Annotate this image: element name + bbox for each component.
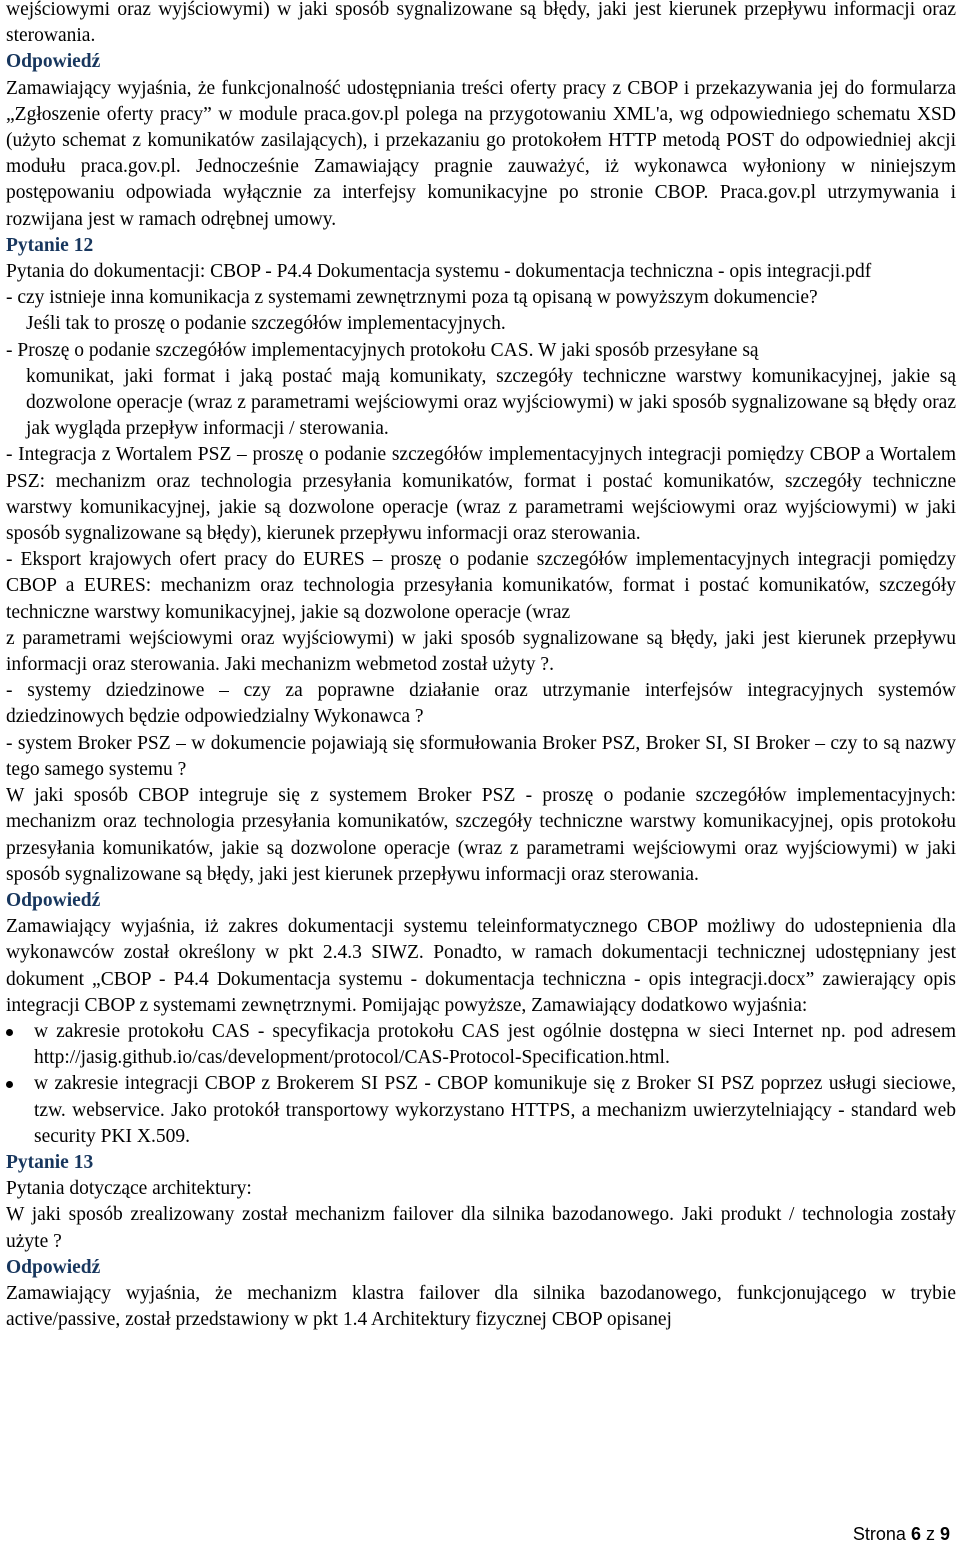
paragraph: - system Broker PSZ – w dokumencie pojawiają się sformułowania Broker PSZ, Broker SI, SI Broker – czy to są nazwy tego samego systemu ? — [6, 732, 956, 780]
section-heading: Odpowiedź — [6, 51, 101, 73]
paragraph: Jeśli tak to proszę o podanie szczegółów implementacyjnych. — [26, 313, 506, 335]
page-label: Strona — [852, 1524, 906, 1544]
paragraph: - systemy dziedzinowe – czy za poprawne działanie oraz utrzymanie interfejsów integracyjnych systemów dziedzinowych będzie odpowiedzialny Wykonawca ? — [6, 680, 956, 728]
page-footer — [853, 1524, 950, 1545]
bullet-text: w zakresie integracji CBOP z Brokerem SI PSZ - CBOP komunikuje się z Broker SI PSZ poprzez usługi sieciowe, tzw. webservice. Jako protokół transportowy wykorzystano HTTPS, a mechanizm uwierzytelniający - standard web security PKI X.509. — [34, 1073, 956, 1147]
page-total: 9 — [939, 1524, 950, 1544]
paragraph: Zamawiający wyjaśnia, że mechanizm klastra failover dla silnika bazodanowego, funkcjonującego w trybie active/passive, został przedstawiony w pkt 1.4 Architektury fizycznej CBOP opisanej — [6, 1282, 956, 1331]
paragraph: Pytania do dokumentacji: CBOP - P4.4 Dokumentacja systemu - dokumentacja techniczna - opis integracji.pdf — [6, 261, 872, 283]
bullet-text: w zakresie protokołu CAS - specyfikacja protokołu CAS jest ogólnie dostępna w sieci Internet np. pod adresem http://jasig.github.io/cas/development/protocol/CAS-Protocol-Specification.html. — [34, 1020, 956, 1069]
bullet-list — [6, 1019, 956, 1150]
bullet-item — [6, 1071, 956, 1150]
paragraph: komunikat, jaki format i jaką postać mają komunikaty, szczegóły techniczne warstwy komunikacyjnej, jakie są dozwolone operacje (wraz z parametrami wejściowymi oraz wyjściowymi) w jaki sposób sygnalizowane są błędy oraz jak wygląda przepływ informacji / sterowania. — [26, 365, 956, 440]
paragraph: Zamawiający wyjaśnia, iż zakres dokumentacji systemu teleinformatycznego CBOP możliwy do udostepnienia dla wykonawców został określony w pkt 2.4.3 SIWZ. Ponadto, w ramach dokumentacji technicznej udostępniany jest dokument „CBOP - P4.4 Dokumentacja systemu - dokumentacja techniczna - opis integracji.docx” zawierający opis integracji CBOP z systemami zewnętrznymi. Pomijając powyższe, Zamawiający dodatkowo wyjaśnia: — [6, 916, 956, 1016]
document-page — [6, 0, 956, 1333]
section-heading: Pytanie 13 — [6, 1151, 94, 1173]
page-current: 6 — [910, 1524, 921, 1544]
bullet-item — [6, 1019, 956, 1071]
paragraph: W jaki sposób zrealizowany został mechanizm failover dla silnika bazodanowego. Jaki produkt / technologia zostały użyte ? — [6, 1204, 956, 1252]
bullet-icon — [6, 1081, 13, 1088]
section-heading: Odpowiedź — [6, 1256, 101, 1278]
paragraph: - czy istnieje inna komunikacja z systemami zewnętrznymi poza tą opisaną w powyższym dokumencie? — [6, 287, 818, 309]
paragraph: - Eksport krajowych ofert pracy do EURES – proszę o podanie szczegółów implementacyjnych integracji pomiędzy CBOP a EURES: mechanizm oraz technologia przesyłania komunikatów, format i postać komunikatów, szczegóły techniczne warstwy komunikacyjnej, jakie są dozwolone operacje (wraz — [6, 549, 956, 623]
section-heading: Odpowiedź — [6, 889, 101, 911]
document-body-bottom — [6, 1150, 956, 1333]
page-separator: z — [925, 1524, 935, 1544]
paragraph: Pytania dotyczące architektury: — [6, 1178, 252, 1200]
paragraph: wejściowymi oraz wyjściowymi) w jaki sposób sygnalizowane są błędy, jaki jest kierunek przepływu informacji oraz sterowania. — [6, 0, 956, 47]
paragraph: - Integracja z Wortalem PSZ – proszę o podanie szczegółów implementacyjnych integracji pomiędzy CBOP a Wortalem PSZ: mechanizm oraz technologia przesyłania komunikatów, format i postać komunikatów, szczegóły techniczne warstwy komunikacyjnej, jakie są dozwolone operacje (wraz z parametrami wejściowymi oraz wyjściowymi) w jaki sposób sygnalizowane są błędy), kierunek przepływu informacji oraz sterowania. — [6, 444, 956, 545]
paragraph: - Proszę o podanie szczegółów implementacyjnych protokołu CAS. W jaki sposób przesyłane są — [6, 339, 759, 361]
paragraph: z parametrami wejściowymi oraz wyjściowymi) w jaki sposób sygnalizowane są błędy, jaki jest kierunek przepływu informacji oraz sterowania. Jaki mechanizm webmetod został użyty ?. — [6, 627, 956, 676]
bullet-icon — [6, 1029, 13, 1036]
paragraph: Zamawiający wyjaśnia, że funkcjonalność udostępniania treści oferty pracy z CBOP i przekazywania jej do formularza „Zgłoszenie oferty pracy” w module praca.gov.pl polega na przygotowaniu XML'a, wg odpowiedniego schematu XSD (użyto schemat z komunikatów zasilających), i przekazaniu go protokołem HTTP metodą POST do odpowiedniej akcji modułu praca.gov.pl. Jednocześnie Zamawiający pragnie zauważyć, iż wykonawca wyłoniony w niniejszym postępowaniu odpowiada wyłącznie za interfejsy komunikacyjne po stronie CBOP. Praca.gov.pl utrzymywania i rozwijana jest w ramach odrębnej umowy. — [6, 77, 956, 230]
section-heading: Pytanie 12 — [6, 234, 94, 256]
paragraph: W jaki sposób CBOP integruje się z systemem Broker PSZ - proszę o podanie szczegółów implementacyjnych: mechanizm oraz technologia przesyłania komunikatów, szczegóły techniczne warstwy komunikacyjnej, opis protokołu przesyłania komunikatów, jakie są dozwolone operacje (wraz z parametrami wejściowymi oraz wyjściowymi) w jaki sposób sygnalizowane są błędy, jaki jest kierunek przepływu informacji oraz sterowania. — [6, 785, 956, 885]
document-body-top — [6, 0, 956, 1019]
